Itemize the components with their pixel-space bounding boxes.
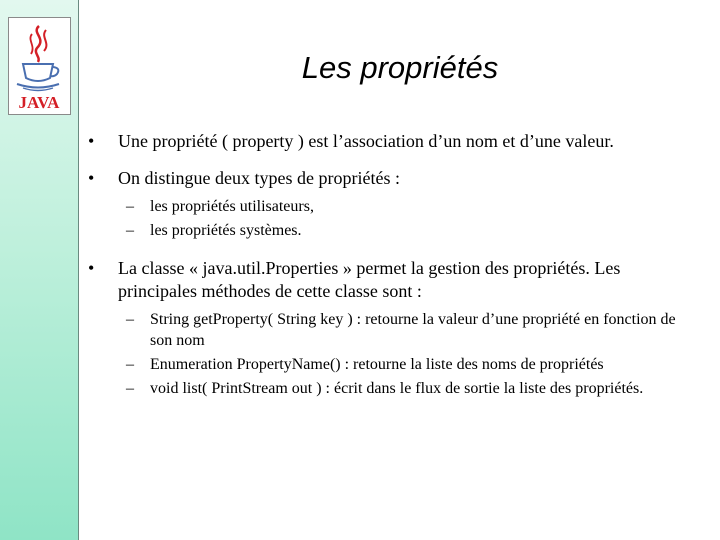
sub-bullet-user-properties (88, 196, 688, 217)
sub-bullet-propertyname (88, 354, 688, 375)
svg-text:JAVA: JAVA (18, 93, 60, 112)
sub-bullet-marker: – (126, 380, 134, 397)
sub-bullet-marker: – (126, 222, 134, 239)
sub-bullet-getproperty (88, 309, 688, 351)
bullet-text: Une propriété ( property ) est l’association d’un nom et d’une valeur. (118, 131, 614, 151)
bullet-properties-class (88, 257, 688, 303)
sub-bullet-marker: – (126, 311, 134, 328)
sub-bullet-text: Enumeration PropertyName() : retourne la liste des noms de propriétés (150, 356, 604, 373)
slide-title: Les propriétés (301, 50, 499, 85)
bullet-definition (88, 130, 688, 153)
sub-bullet-text: les propriétés systèmes. (150, 222, 302, 239)
slide-content (88, 130, 688, 399)
sub-bullet-system-properties (88, 220, 688, 241)
sidebar-band (0, 0, 79, 540)
bullet-marker: • (88, 131, 95, 151)
bullet-marker: • (88, 168, 95, 188)
sub-bullet-marker: – (126, 198, 134, 215)
bullet-types (88, 167, 688, 190)
java-coffee-cup-icon (9, 18, 70, 114)
java-logo (8, 17, 71, 115)
bullet-text: La classe « java.util.Properties » permet la gestion des propriétés. Les principales méthodes de cette classe sont : (118, 258, 621, 301)
bullet-text: On distingue deux types de propriétés : (118, 168, 400, 188)
sub-bullet-text: les propriétés utilisateurs, (150, 198, 314, 215)
bullet-marker: • (88, 258, 95, 278)
sub-bullet-text: String getProperty( String key ) : retourne la valeur d’une propriété en fonction de son nom (150, 311, 676, 349)
sub-bullet-text: void list( PrintStream out ) : écrit dans le flux de sortie la liste des propriétés. (150, 380, 644, 397)
sub-bullet-list (88, 378, 688, 399)
sub-bullet-marker: – (126, 356, 134, 373)
